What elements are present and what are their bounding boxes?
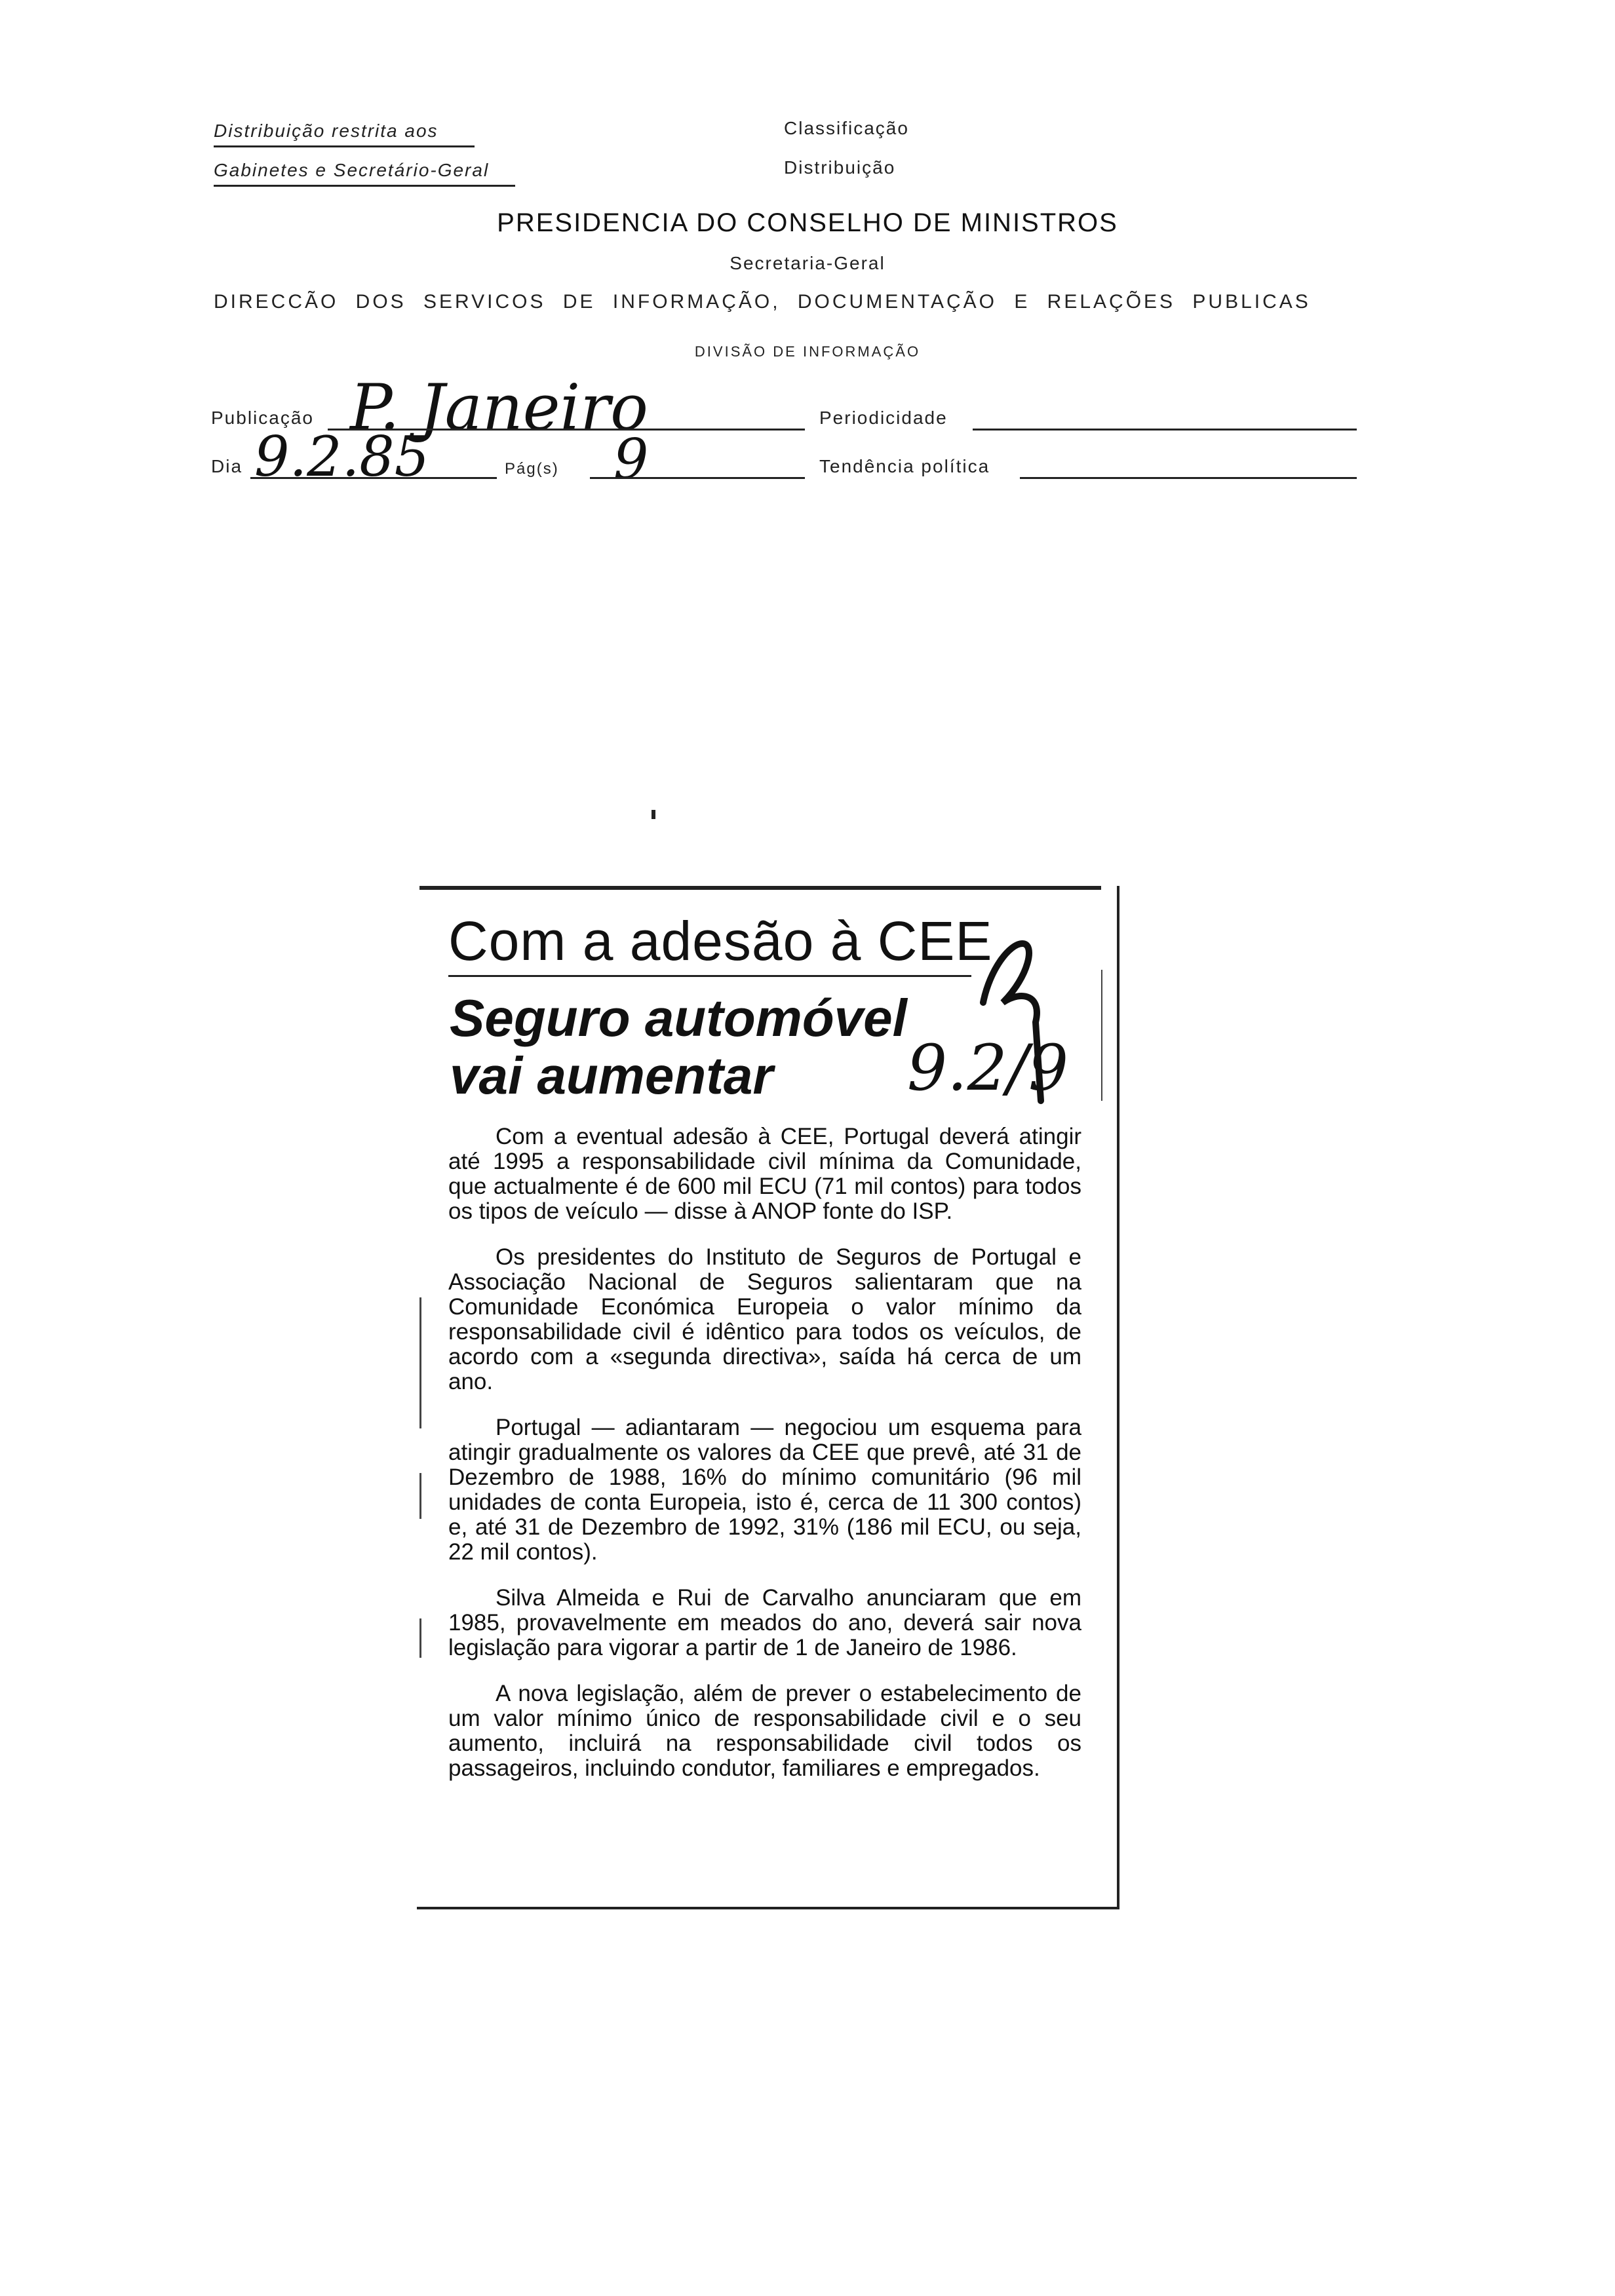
article-paragraph: Silva Almeida e Rui de Carvalho anunciaram que em 1985, provavelmente em meados do ano, deverá sair nova legislação para vigorar a partir de 1 de Janeiro de 1986. (448, 1585, 1081, 1660)
article-top-rule (419, 886, 1101, 890)
political-tendency-label: Tendência política (819, 456, 990, 476)
page-title: PRESIDENCIA DO CONSELHO DE MINISTROS (497, 208, 1118, 237)
pages-label: Pág(s) (505, 460, 559, 478)
article-kicker: Com a adesão à CEE (448, 910, 993, 972)
pages-field-line (590, 477, 805, 479)
article-paragraph: Os presidentes do Instituto de Seguros de Portugal e Associação Nacional de Seguros salientaram que na Comunidade Económica Europeia o valor mínimo da responsabilidade civil é idêntico para todos os veículos, de acordo com a «segunda directiva», saída há cerca de um ano. (448, 1244, 1081, 1394)
distribution-underline-2 (214, 185, 515, 187)
stray-dot (652, 810, 655, 819)
margin-mark (419, 1473, 421, 1519)
political-tendency-field-line (1020, 477, 1357, 479)
article-paragraph: A nova legislação, além de prever o estabelecimento de um valor mínimo único de responsabilidade civil e o seu aumento, incluirá na responsabilidade civil todos os passageiros, incluindo condutor, familiares e empregados. (448, 1681, 1081, 1781)
day-value: 9.2.85 (254, 425, 430, 489)
distribution-label: Distribuição (784, 157, 896, 178)
headline-line-2: vai aumentar (450, 1046, 773, 1105)
article-body (448, 1124, 1081, 1802)
publication-value: P. Janeiro (350, 371, 648, 444)
article-paragraph: Portugal — adiantaram — negociou um esquema para atingir gradualmente os valores da CEE que prevê, até 31 de Dezembro de 1988, 16% do mínimo comunitário (96 mil unidades de conta Europeia, isto é, cerca de 11 300 contos) e, até 31 de Dezembro de 1992, 31% (186 mil ECU, ou seja, 22 mil contos). (448, 1415, 1081, 1565)
periodicity-field-line (973, 429, 1357, 430)
kicker-rule (448, 975, 971, 977)
margin-mark (1101, 970, 1102, 1101)
distribution-underline-1 (214, 145, 475, 147)
distribution-note-line2: Gabinetes e Secretário-Geral (214, 160, 490, 180)
article-paragraph: Com a eventual adesão à CEE, Portugal deverá atingir até 1995 a responsabilidade civil mínima da Comunidade, que actualmente é de 600 mil ECU (71 mil contos) para todos os tipos de veículo — disse à ANOP fonte do ISP. (448, 1124, 1081, 1224)
margin-mark (419, 1297, 421, 1428)
handwritten-date-annotation: 9.2/9 (907, 1031, 1069, 1105)
division-line: DIVISÃO DE INFORMAÇÃO (694, 343, 921, 360)
periodicity-label: Periodicidade (819, 408, 948, 428)
pages-value: 9 (613, 427, 649, 491)
page-subtitle: Secretaria-Geral (730, 253, 885, 273)
day-label: Dia (211, 456, 243, 476)
margin-mark (419, 1618, 421, 1658)
directorate-line: DIRECCÃO DOS SERVICOS DE INFORMAÇÃO, DOCUMENTAÇÃO E RELAÇÕES PUBLICAS (214, 291, 1311, 313)
publication-label: Publicação (211, 408, 314, 428)
article-headline (450, 989, 987, 1105)
day-field-line (250, 477, 497, 479)
distribution-note-line1: Distribuição restrita aos (214, 121, 438, 141)
classification-label: Classificação (784, 118, 909, 138)
headline-line-1: Seguro automóvel (450, 989, 907, 1047)
